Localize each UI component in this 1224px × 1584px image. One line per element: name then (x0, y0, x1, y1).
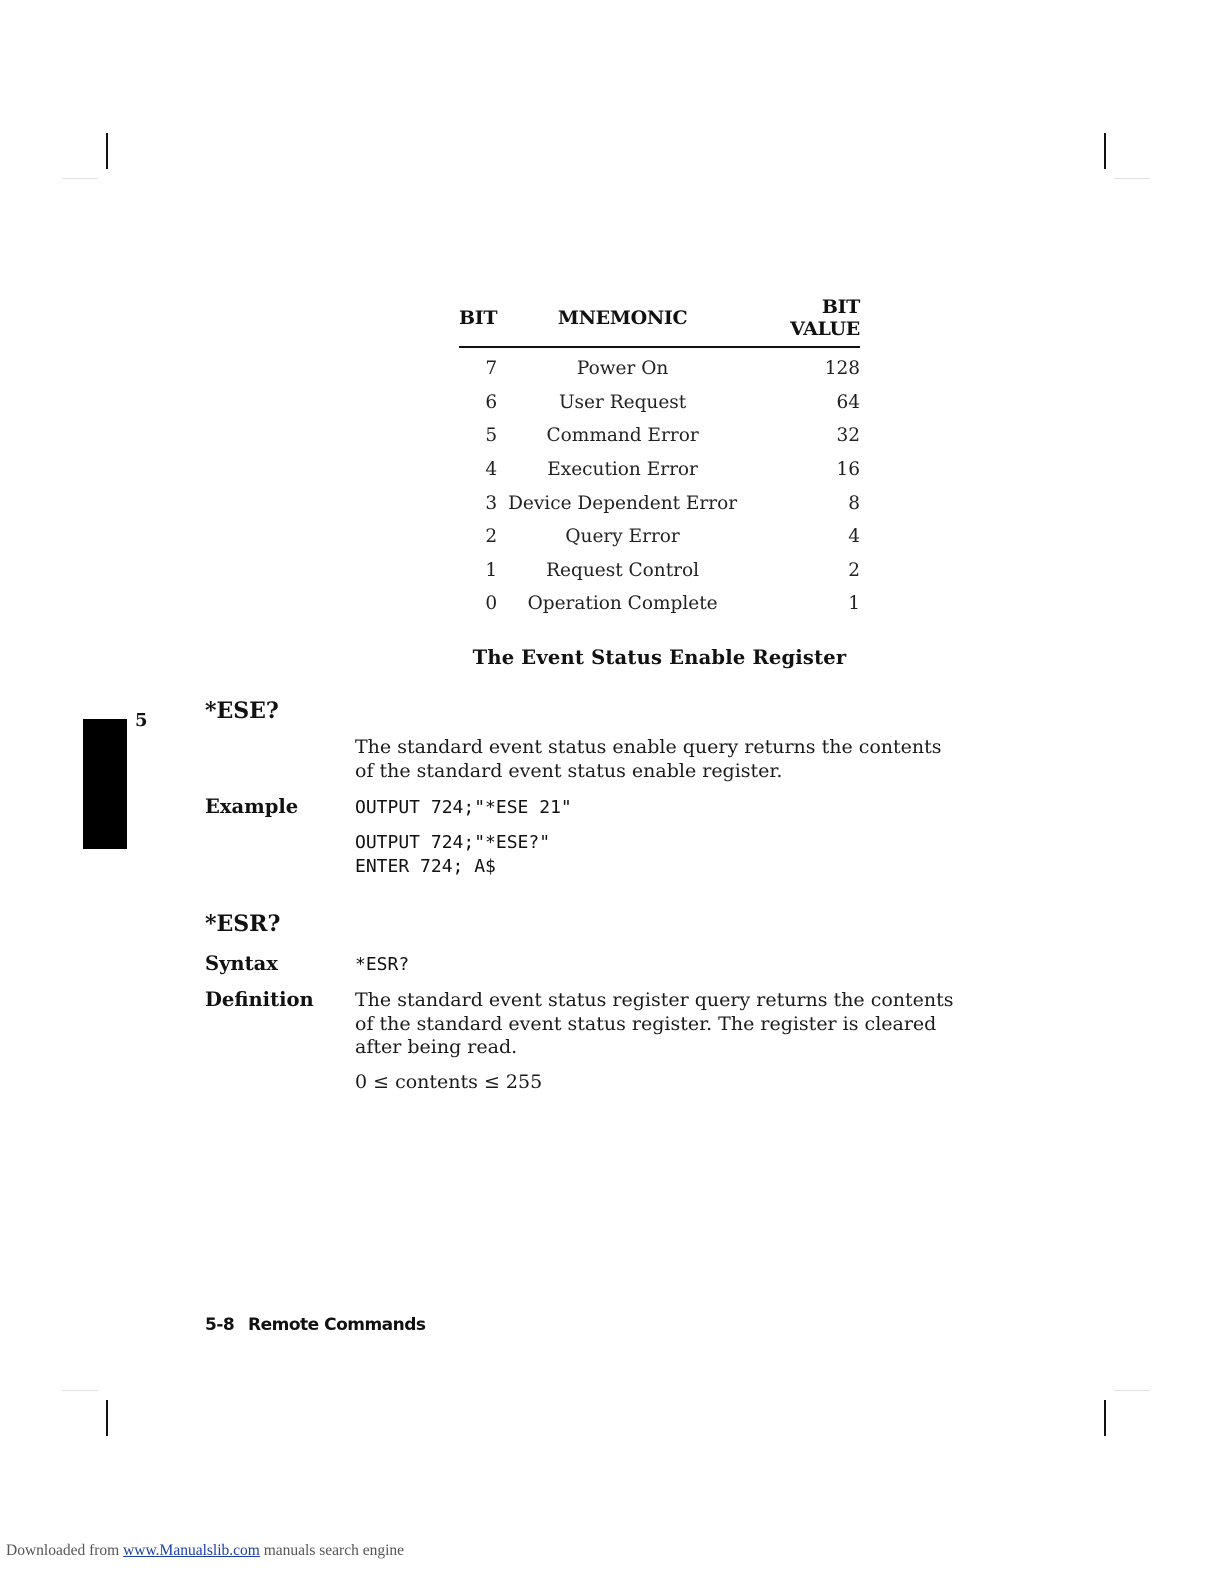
cell-bit-value: 128 (824, 358, 860, 380)
cell-bit: 6 (485, 391, 498, 413)
crop-mark-bottom-left-h (62, 1390, 98, 1391)
table-row (459, 554, 860, 588)
cell-bit-value: 32 (836, 425, 860, 447)
cell-bit-value: 2 (848, 559, 860, 581)
header-mnemonic: MNEMONIC (497, 296, 748, 347)
esr-query-heading: *ESR? (205, 911, 281, 937)
chapter-tab-marker (83, 719, 127, 849)
cell-bit: 0 (485, 593, 498, 615)
cell-bit: 1 (485, 559, 498, 581)
crop-mark-bottom-left (106, 1400, 108, 1436)
cell-mnemonic: Query Error (565, 526, 680, 548)
cell-bit: 5 (485, 425, 498, 447)
esr-syntax-value: *ESR? (355, 954, 410, 975)
download-note (6, 1542, 404, 1560)
cell-mnemonic: Execution Error (547, 459, 698, 481)
cell-bit: 2 (485, 526, 498, 548)
cell-mnemonic: Operation Complete (527, 593, 718, 615)
table-row (459, 419, 860, 453)
crop-mark-top-right (1104, 133, 1106, 169)
cell-bit-value: 4 (848, 526, 860, 548)
header-bit-value: BIT VALUE (748, 296, 860, 347)
cell-mnemonic: Device Dependent Error (508, 492, 738, 514)
esr-definition-text: The standard event status register query returns the contents of the standard event status register. The register is cleared after being read. (355, 989, 954, 1058)
crop-mark-top-right-h (1114, 178, 1150, 179)
table-row (459, 347, 860, 386)
table-row (459, 520, 860, 554)
ese-example-line-3: ENTER 724; A$ (355, 856, 496, 877)
table-header-row (459, 296, 860, 347)
table-row (459, 587, 860, 621)
crop-mark-bottom-right (1104, 1400, 1106, 1436)
table-row (459, 486, 860, 520)
manualslib-link[interactable]: www.Manualslib.com (123, 1542, 260, 1559)
download-note-suffix: manuals search engine (263, 1542, 405, 1559)
chapter-tab-number: 5 (135, 710, 148, 731)
ese-query-description: The standard event status enable query returns the contents of the standard event status enable register. (355, 736, 942, 782)
ese-example-label: Example (205, 795, 299, 818)
esr-range-text: 0 ≤ contents ≤ 255 (355, 1071, 543, 1093)
cell-bit-value: 1 (848, 593, 860, 615)
event-status-enable-table (459, 296, 860, 621)
cell-mnemonic: User Request (558, 391, 687, 413)
table-row (459, 453, 860, 487)
cell-mnemonic: Request Control (546, 559, 700, 581)
cell-bit-value: 64 (836, 391, 860, 413)
esr-syntax-label: Syntax (205, 952, 278, 975)
table-caption: The Event Status Enable Register (472, 646, 847, 669)
cell-bit: 4 (485, 459, 498, 481)
cell-mnemonic: Power On (576, 358, 669, 380)
footer-section-title: Remote Commands (248, 1315, 426, 1335)
download-note-prefix: Downloaded from (6, 1542, 120, 1559)
cell-bit-value: 16 (836, 459, 860, 481)
ese-query-heading: *ESE? (205, 698, 279, 724)
crop-mark-bottom-right-h (1114, 1390, 1150, 1391)
cell-mnemonic: Command Error (546, 425, 699, 447)
header-bit: BIT (459, 296, 497, 347)
ese-example-line-2: OUTPUT 724;"*ESE?" (355, 832, 551, 853)
crop-mark-top-left-h (62, 178, 98, 179)
esr-definition-label: Definition (205, 988, 314, 1011)
table-row (459, 386, 860, 420)
footer-page-number: 5-8 (205, 1315, 235, 1335)
ese-example-line-1: OUTPUT 724;"*ESE 21" (355, 797, 572, 818)
crop-mark-top-left (106, 133, 108, 169)
cell-bit: 7 (485, 358, 498, 380)
cell-bit: 3 (485, 492, 498, 514)
cell-bit-value: 8 (848, 492, 860, 514)
